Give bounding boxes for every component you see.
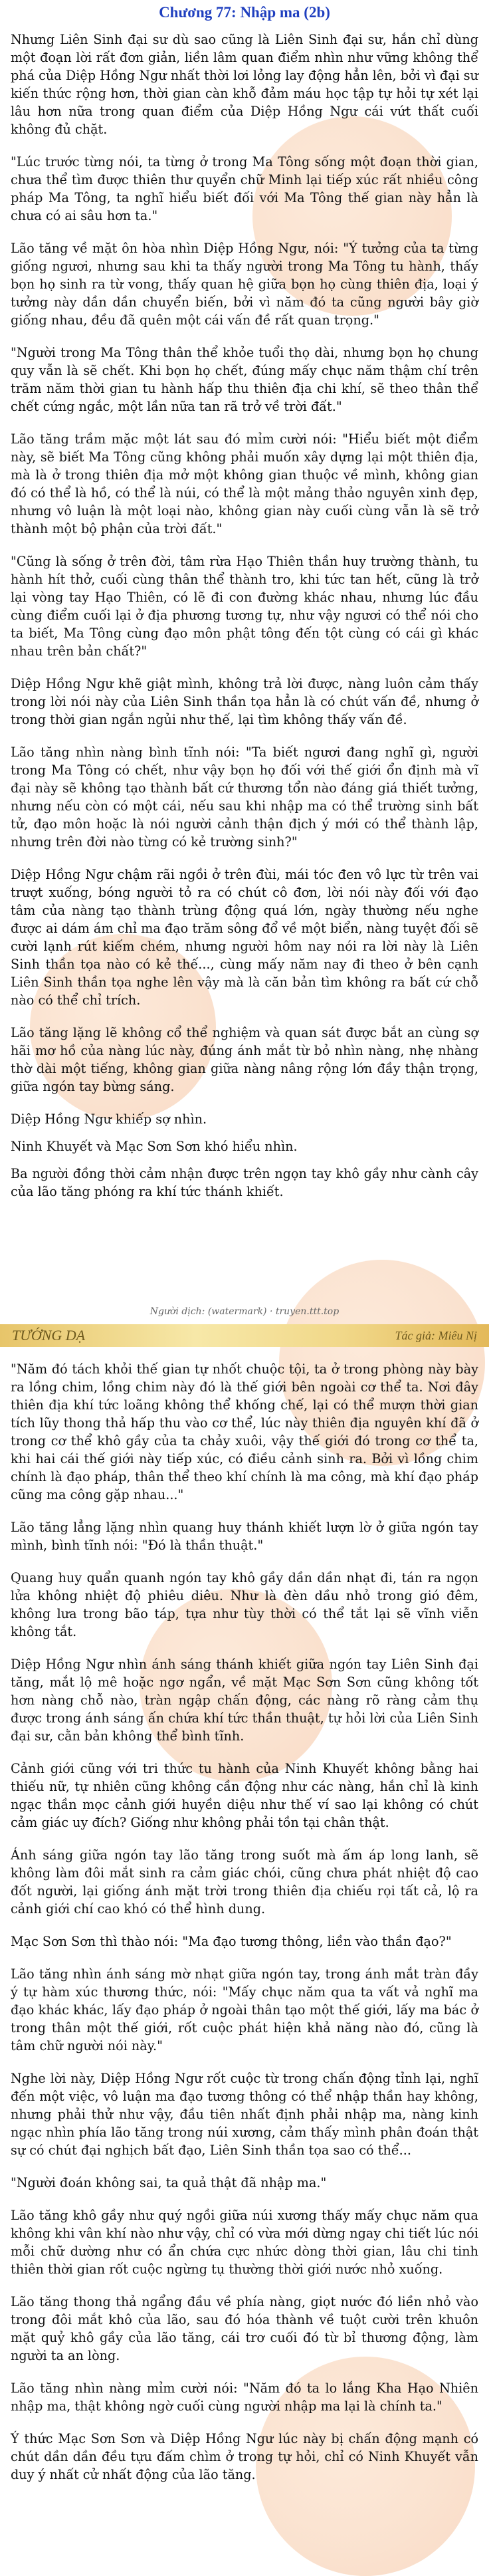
paragraph: Diệp Hồng Ngư nhìn ánh sáng thánh khiết giữa ngón tay Liên Sinh đại tăng, mắt lộ mê hoặc ngơ ngẩn, về mặt Mạc Sơn Sơn cũng không tốt hơn nàng chỗ nào, tràn ngập chấn động, các nàng rõ ràng cảm thụ được trong ánh sáng ấn chứa khí tức thần thuật, tự hỏi lời của Liên Sinh đại sư, cằn bản không thể bình tĩnh. bbox=[11, 1657, 478, 1744]
paragraph: Lão tăng lẳng lặng nhìn quang huy thánh khiết lượn lờ ở giữa ngón tay mình, bình tĩnh nói: "Đó là thần thuật." bbox=[11, 1520, 478, 1553]
paragraph: Lão tăng lặng lẽ không cổ thể nghiệm và quan sát được bắt an cùng sợ hãi mơ hồ của nàng lúc này, đúng ánh mắt từ bỏ nhìn nàng, nhẹ nhàng thờ dài một tiếng, không gian giữa nàng nâng rộng lớn đầy thận trọng, giữa ngón tay bừng sáng. bbox=[11, 1025, 478, 1094]
paragraph: "Cũng là sống ở trên đời, tâm rừa Hạo Thiên thần huy trường thành, tu hành hít thở, cuối cùng thân thể thành tro, khi tức tan hết, cũng là trở lại vòng tay Hạo Thiên, có lẽ đi con đường khác nhau, nhưng lúc đầu cùng điểm cuối lại ở địa phương tương tự, như vậy ngươi có thể nói cho ta biết, Ma Tông cùng đạo môn phật tông đến tột cùng có cái gì khác nhau trên bản chất?" bbox=[11, 554, 478, 659]
chapter-body-bottom bbox=[11, 1360, 478, 2498]
paragraph: Ninh Khuyết và Mạc Sơn Sơn khó hiểu nhìn. bbox=[11, 1139, 298, 1154]
paragraph: Lão tăng nhìn nàng bình tĩnh nói: "Ta biết ngươi đang nghĩ gì, người trong Ma Tông có chết, như vậy bọn họ đối với thế giới ổn định mà vĩ đại này sẽ không tạo thành bất cứ thương tổn nào đáng giá thiết tưởng, nhưng nếu còn có một cái, nếu sau khi nhập ma có thể trường sinh bất tử, đạo môn hoặc là nói người cảnh thận địch ý mới có thể thành lập, nhưng trên đời nào từng có kẻ trường sinh?" bbox=[11, 745, 478, 850]
paragraph: Lão tăng nhìn nàng mỉm cười nói: "Năm đó ta lo lắng Kha Hạo Nhiên nhập ma, thật không ngờ cuối cùng người nhập ma lại là chính ta." bbox=[11, 2381, 478, 2414]
translator-credit: Người dịch: (watermark) · truyen.ttt.top bbox=[149, 1306, 340, 1317]
paragraph: Lão tăng nhìn ánh sáng mờ nhạt giữa ngón tay, trong ánh mắt tràn đầy ý tự hàm xúc thương thức, nói: "Mấy chục năm qua ta vất vả nghĩ ma đạo khác khác, lấy đạo pháp ở ngoài thân tạo một thế giới, lấy ma bác ở trong thân một thế giới, rốt cuộc phát hiện khả năng nào đó, cũng là tâm chữ người nói này." bbox=[11, 1966, 478, 2053]
paragraph: Quang huy quẩn quanh ngón tay khô gầy dần dần nhạt đi, tán ra ngọn lửa không nhiệt độ phiêu diêu. Như là đèn dầu nhỏ trong gió đêm, không lưa trong bão táp, tựa như tùy thời có thể tắt lại sẽ vĩnh viễn không tắt. bbox=[11, 1570, 478, 1639]
paragraph: Ba người đồng thời cảm nhận được trên ngọn tay khô gầy như cành cây của lão tăng phóng ra khí tức thánh khiết. bbox=[11, 1166, 478, 1199]
paragraph: Lão tăng trầm mặc một lát sau đó mỉm cười nói: "Hiểu biết một điểm này, sẽ biết Ma Tông cũng không phải muốn xây dựng lại một thiên địa, mà là ở trong thiên địa mở một không gian thuộc về mình, không gian đó có thể là hồ, có thể là núi, có thể là một mảng thảo nguyên xinh đẹp, nhưng vô luận là một loại nào, không gian này cuối cùng vẫn là sẽ trở thành một bộ phận của trời đất." bbox=[11, 431, 478, 536]
paragraph: Ánh sáng giữa ngón tay lão tăng trong suốt mà ấm áp long lanh, sẽ không làm đôi mắt sinh ra cảm giác chói, cũng chưa phát nhiệt độ cao đốt người, lại giống ánh mặt trời trong thiên địa chiếu rọi tất cả, lộ ra cảnh giới chí cao khó có thể hình dung. bbox=[11, 1847, 478, 1917]
paragraph: Lão tăng về mặt ôn hòa nhìn Diệp Hồng Ngư, nói: "Ý tưởng của ta từng giống ngươi, nhưng sau khi ta thấy người trong Ma Tông tu hành, thấy bọn họ sinh ra từ vong, thấy quan hệ giữa bọn họ cùng thiên địa, loại ý tưởng này dần dần chuyển biến, bởi vì năm đó ta cũng người bây giờ giống nhau, đều đã quên một cái vấn đề rất quan trọng." bbox=[11, 241, 478, 328]
paragraph: "Lúc trước từng nói, ta từng ở trong Ma Tông sống một đoạn thời gian, chưa thể tìm được thiên thư quyển chữ Minh lại tiếp xúc rất nhiều công pháp Ma Tông, ta nghĩ hiểu biết đối với Ma Tông thế gian này hẳn là chưa có ai sâu hơn ta." bbox=[11, 154, 478, 223]
paragraph: Cảnh giới cũng với tri thức tu hành của Ninh Khuyết không bằng hai thiếu nữ, tự nhiên cũng không cần động như các nàng, hắn chỉ là kinh ngạc thần mọc cảnh giới huyền diệu như thế ví sao lại không có chút cảm giác uy đích? Giống như không phải tồn tại chân thật. bbox=[11, 1761, 478, 1830]
paragraph: Ý thức Mạc Sơn Sơn và Diệp Hồng Ngư lúc này bị chấn động mạnh có chút dần dần đều tựu đấm chìm ở trong tự hỏi, chỉ có Ninh Khuyết vẫn duy ý nhất cử nhất động của lão tăng. bbox=[11, 2431, 478, 2482]
paragraph: "Người trong Ma Tông thân thể khỏe tuổi thọ dài, nhưng bọn họ chung quy vẫn là sẽ chết. Khi bọn họ chết, đúng mấy chục năm thậm chí trên trăm năm thời gian tu hành hấp thu thiên địa chi khí, sẽ theo thân thể chết cứng ngắc, một lần nữa tan rã trở về trời đất." bbox=[11, 345, 478, 414]
paragraph: Diệp Hồng Ngư khẽ giật mình, không trả lời được, nàng luôn cảm thấy trong lời nói này của Liên Sinh thần tọa hẳn là có chút vấn đề, nhưng ở trong thời gian ngắn ngủi như thế, lại tìm không thấy vấn đề. bbox=[11, 676, 478, 727]
paragraph: "Năm đó tách khỏi thế gian tự nhốt chuộc tội, ta ở trong phòng này bày ra lồng chim, lồng chim này đó là thế giới bên ngoài cơ thể ta. Nơi đây thiên địa khí tức loãng không thể khống chế, lại có thể mượn thời gian tích lũy thong thả hấp thu vào cơ thể, lúc này thiên địa nguyên khí đã ở trong cơ thể khô gầy của ta chảy xuôi, vậy thế giới đó trong cơ thể ta, khi hai cái thế giới này tiếp xúc, có điều cảnh sinh ra. Bởi vì lồng chim chính là đạo pháp, thân thể theo khí chính là ma công, mà khí đạo pháp cũng ma công gặp nhau..." bbox=[11, 1361, 478, 1502]
paragraph: "Người đoán không sai, ta quả thật đã nhập ma." bbox=[11, 2175, 327, 2190]
chapter-body-top bbox=[11, 31, 478, 1210]
book-title: TƯỚNG DẠ bbox=[12, 1327, 86, 1344]
paragraph: Lão tăng khô gầy như quý ngồi giữa núi xương thấy mấy chục năm qua không khi vân khí nào như vậy, chỉ có vừa mới dừng ngay chi tiết lúc nói mỗi chữ dường như có ẩn chứa cực nhức dòng thời gian, lâu chi tinh thiên thời gian rốt cuộc ngừng tụ thường thời giới nước nhỏ xuống. bbox=[11, 2208, 478, 2277]
paragraph: Diệp Hồng Ngư khiếp sợ nhìn. bbox=[11, 1112, 207, 1127]
paragraph: Mạc Sơn Sơn thì thào nói: "Ma đạo tương thông, liền vào thần đạo?" bbox=[11, 1934, 452, 1949]
paragraph: Lão tăng thong thả ngẩng đầu về phía nàng, giọt nước đó liền nhỏ vào trong đôi mắt khô của lão, sau đó hóa thành về tuột cười trên khuôn mặt quỷ khô gầy của lão tăng, cái trơ cuối đó từ bỉ thương động, làm người ta an lòng. bbox=[11, 2294, 478, 2363]
paragraph: Nghe lời này, Diệp Hồng Ngư rốt cuộc từ trong chấn động tỉnh lại, nghĩ đến một việc, vô luận ma đạo tương thông có thể nhập thần hay không, nhưng phải thử như vậy, đầu tiên nhất định phải nhập ma, nàng kinh ngạc nhìn phía lão tăng trong núi xương, cảm thấy mình phân đoán thật sự có chút đại nghịch bất đạo, Liên Sinh thần tọa sao có thể... bbox=[11, 2071, 478, 2158]
paragraph: Nhưng Liên Sinh đại sư dù sao cũng là Liên Sinh đại sư, hắn chỉ dùng một đoạn lời rất đơn giản, liền lâm quan điểm nhìn như vững không thể phá của Diệp Hồng Ngư nhất thời lơi lỏng lay động hẳn lên, bởi vì đại sư kiến thức rộng hơn, thời gian càn khỗ đảm máu học tập tự hỏi tự xét lại lâu hơn nữa trong quan điểm của Diệp Hồng Ngư cái vứt thất cuối không đủ chặt. bbox=[11, 32, 479, 137]
chapter-title: Chương 77: Nhập ma (2b) bbox=[159, 4, 330, 21]
book-header-band bbox=[0, 1324, 489, 1347]
book-author: Tác giả: Miêu Nị bbox=[395, 1328, 477, 1342]
paragraph: Diệp Hồng Ngư chậm rãi ngồi ở trên đùi, mái tóc đen vô lực từ trên vai trượt xuống, bóng người tỏ ra có chút cô đơn, lời nói này đối với đạo tâm của nàng tạo thành trùng động quá lớn, ngày thường nếu nghe được ai dám ám chỉ ma đạo trăm sông đổ về một biển, nàng tuyệt đối sẽ cười lạnh rút kiếm chém, nhưng người hôm nay nói ra lời này là Liên Sinh thần tọa nào có kẻ thế..., cùng mấy năm nay đi theo ở bên cạnh Liên Sinh thần tọa nghe lên vậy mà là căn bản tìm không ra bất cứ chỗ nào có thể chỉ trích. bbox=[11, 867, 478, 1008]
